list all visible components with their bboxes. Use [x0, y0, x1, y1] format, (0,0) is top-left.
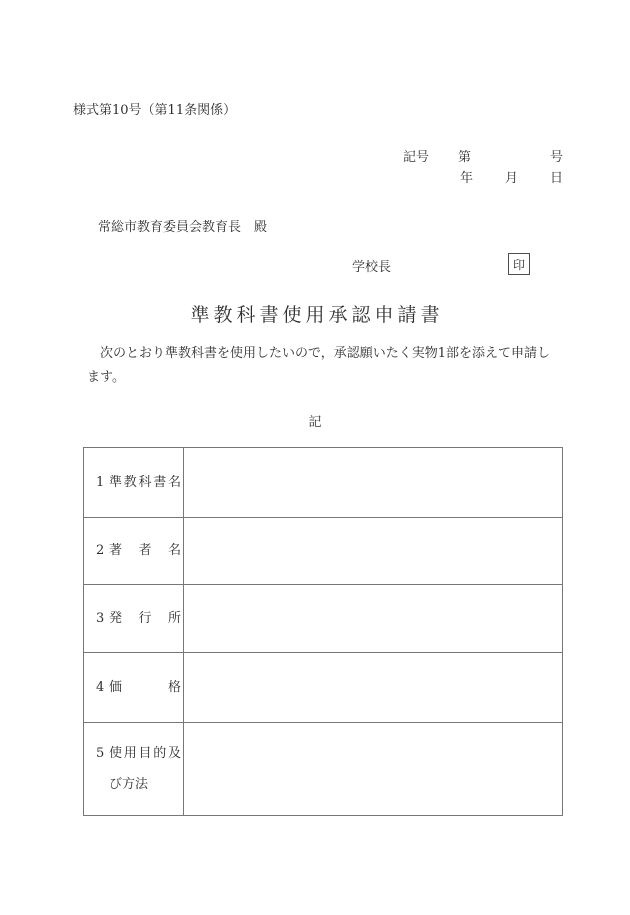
- row-label: 著者名: [109, 543, 181, 559]
- row-number: 1: [96, 474, 105, 490]
- date-day-label: 日: [550, 171, 564, 186]
- row-label: 価格: [109, 679, 181, 695]
- label-cell: [84, 448, 184, 517]
- row-number: 4: [96, 679, 105, 695]
- body-paragraph: 次のとおり準教科書を使用したいので，承認願いたく実物1部を添えて申請します。: [87, 346, 551, 385]
- label-cell: [84, 723, 184, 815]
- row-label: 発行所: [109, 611, 181, 627]
- row-number: 2: [96, 543, 105, 559]
- value-cell: [184, 653, 562, 722]
- row-number: 3: [96, 611, 105, 627]
- document-title: 準教科書使用承認申請書: [190, 304, 444, 326]
- label-cell: [84, 653, 184, 722]
- value-cell: [184, 723, 562, 815]
- addressee: 常総市教育委員会教育長 殿: [98, 220, 268, 235]
- reference-symbol-label: 記号: [403, 150, 430, 165]
- signer-role: 学校長: [352, 260, 392, 275]
- row-label: 使用目的及び方法: [109, 745, 181, 792]
- table-row-textbook-name: [84, 448, 562, 517]
- value-cell: [184, 518, 562, 585]
- table-row-purpose-method: [84, 722, 562, 815]
- date-month-label: 月: [505, 171, 519, 186]
- form-number: 様式第10号（第11条関係）: [73, 103, 237, 118]
- label-cell: [84, 585, 184, 652]
- date-year-label: 年: [460, 171, 474, 186]
- table-row-price: [84, 652, 562, 722]
- table-row-publisher: [84, 584, 562, 652]
- row-number: 5: [96, 745, 105, 761]
- seal-box: [508, 253, 530, 275]
- reference-number-prefix: 第: [458, 150, 472, 165]
- list-marker: 記: [308, 415, 322, 430]
- label-cell: [84, 518, 184, 585]
- row-label: 準教科書名: [109, 474, 181, 490]
- seal-mark: 印: [512, 257, 525, 272]
- reference-number-suffix: 号: [550, 150, 564, 165]
- value-cell: [184, 448, 562, 517]
- table-row-author-name: [84, 517, 562, 585]
- value-cell: [184, 585, 562, 652]
- application-table: [83, 447, 563, 816]
